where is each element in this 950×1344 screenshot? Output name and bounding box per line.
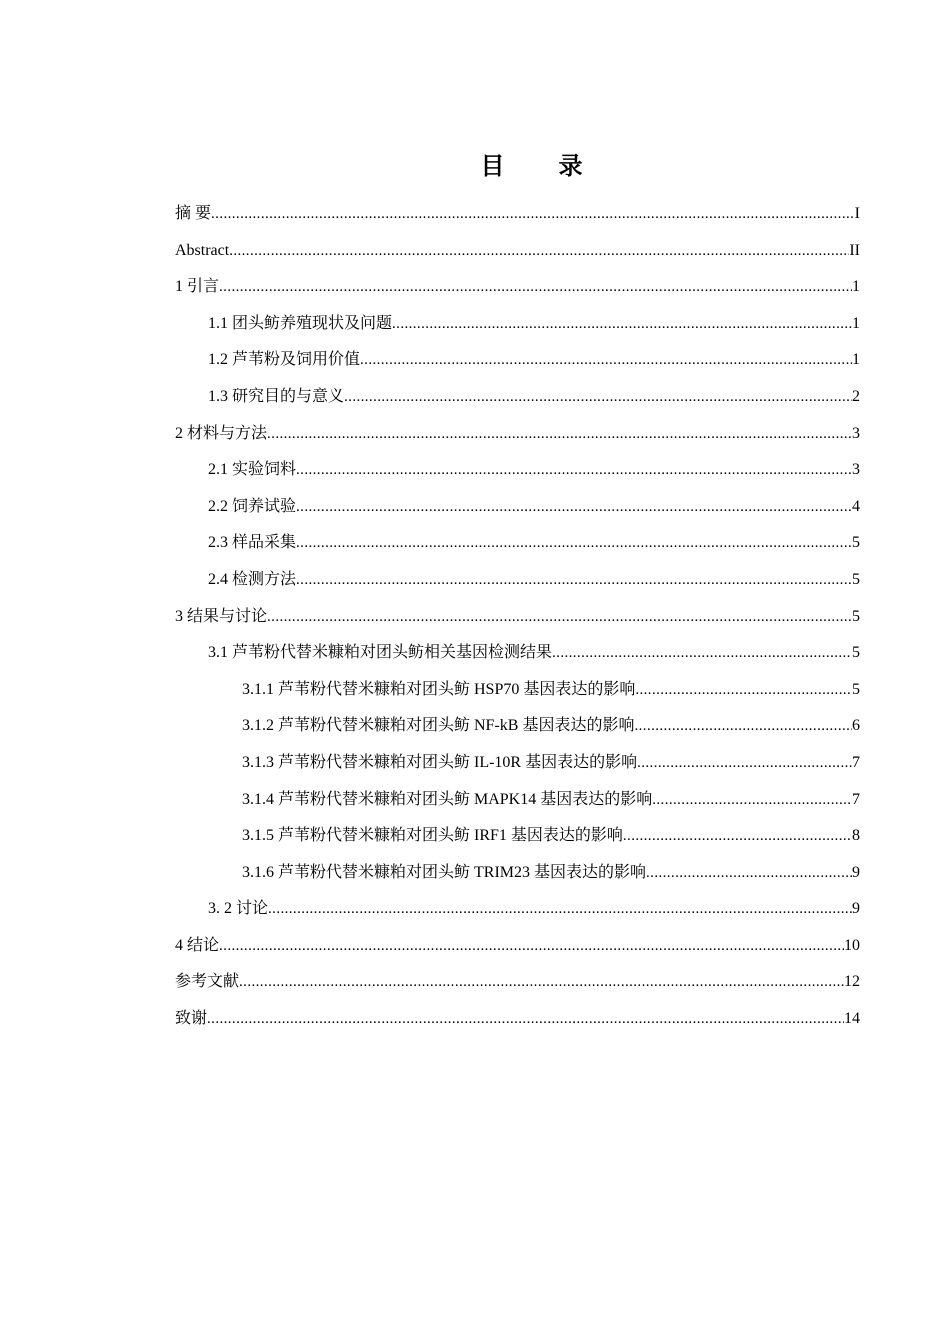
toc-dot-leader: [268, 891, 852, 928]
toc-entry[interactable]: [175, 891, 860, 928]
toc-dot-leader: [634, 708, 852, 745]
toc-entry-title: 3.1.5 芦苇粉代替米糠粕对团头鲂 IRF1 基因表达的影响: [242, 827, 623, 845]
toc-page-number: 12: [844, 973, 860, 991]
toc-entry-title: 3. 2 讨论: [208, 900, 269, 918]
toc-entry-title: 1.3 研究目的与意义: [208, 387, 345, 405]
toc-entry[interactable]: [175, 672, 860, 709]
toc-page-number: II: [849, 241, 860, 259]
toc-entry-title: 1.1 团头鲂养殖现状及问题: [208, 314, 393, 332]
toc-page-number: 7: [852, 753, 860, 771]
toc-page-number: 5: [852, 607, 860, 625]
toc-entry[interactable]: [175, 928, 860, 965]
toc-page-number: I: [854, 205, 860, 222]
toc-page-number: 3: [852, 461, 860, 479]
toc-entry[interactable]: [175, 782, 860, 819]
toc-dot-leader: [652, 782, 852, 819]
toc-entry-title: 1 引言: [175, 278, 220, 296]
toc-entry[interactable]: [175, 964, 860, 1001]
toc-dot-leader: [296, 562, 852, 599]
toc-entry[interactable]: [175, 818, 860, 855]
toc-page-number: 4: [852, 497, 860, 515]
toc-page-number: 9: [852, 900, 860, 918]
toc-page-number: 5: [852, 644, 860, 662]
toc-entry-title: 参考文献: [175, 973, 240, 991]
toc-dot-leader: [219, 269, 852, 306]
toc-dot-leader: [646, 855, 852, 892]
toc-dot-leader: [392, 306, 852, 343]
toc-page-number: 3: [852, 424, 860, 442]
toc-entry-title: 摘 要: [175, 205, 212, 222]
toc-dot-leader: [296, 452, 852, 489]
toc-dot-leader: [239, 964, 844, 1001]
toc-entry-title: 4 结论: [175, 936, 220, 954]
toc-entry[interactable]: [175, 306, 860, 343]
toc-entry[interactable]: [175, 525, 860, 562]
toc-page-number: 5: [852, 534, 860, 552]
toc-entry[interactable]: [175, 233, 860, 270]
toc-entry-title: 3.1.6 芦苇粉代替米糠粕对团头鲂 TRIM23 基因表达的影响: [242, 863, 647, 881]
toc-entry[interactable]: [175, 342, 860, 379]
toc-entry-title: 3 结果与讨论: [175, 607, 268, 625]
toc-dot-leader: [344, 379, 852, 416]
toc-entry-title: 1.2 芦苇粉及饲用价值: [208, 351, 361, 369]
toc-dot-leader: [552, 635, 852, 672]
toc-entry[interactable]: [175, 708, 860, 745]
toc-dot-leader: [267, 599, 852, 636]
toc-entry-title: 3.1.4 芦苇粉代替米糠粕对团头鲂 MAPK14 基因表达的影响: [242, 790, 653, 808]
toc-entry-title: 3.1.2 芦苇粉代替米糠粕对团头鲂 NF-kB 基因表达的影响: [242, 717, 635, 735]
toc-entry-title: Abstract: [175, 241, 230, 259]
toc-entry-title: 3.1 芦苇粉代替米糠粕对团头鲂相关基因检测结果: [208, 644, 553, 662]
toc-dot-leader: [207, 1001, 844, 1038]
toc-entry-title: 3.1.3 芦苇粉代替米糠粕对团头鲂 IL-10R 基因表达的影响: [242, 753, 638, 771]
toc-entry[interactable]: [175, 489, 860, 526]
toc-entry[interactable]: [175, 745, 860, 782]
toc-page-number: 5: [852, 680, 860, 698]
toc-page-number: 2: [852, 387, 860, 405]
toc-entry-title: 2.3 样品采集: [208, 534, 297, 552]
toc-entry[interactable]: [175, 562, 860, 599]
toc-entry-title: 2 材料与方法: [175, 424, 268, 442]
toc-page-number: 8: [852, 827, 860, 845]
toc-page-number: 7: [852, 790, 860, 808]
toc-page-number: 6: [852, 717, 860, 735]
toc-entry-title: 3.1.1 芦苇粉代替米糠粕对团头鲂 HSP70 基因表达的影响: [242, 680, 636, 698]
toc-dot-leader: [360, 342, 852, 379]
toc-dot-leader: [296, 525, 852, 562]
toc-dot-leader: [635, 672, 852, 709]
toc-entry[interactable]: [175, 269, 860, 306]
toc-dot-leader: [637, 745, 852, 782]
toc-entry-title: 2.1 实验饲料: [208, 461, 297, 479]
toc-entry[interactable]: [175, 379, 860, 416]
toc-dot-leader: [229, 233, 849, 270]
toc-dot-leader: [296, 489, 852, 526]
toc-entry[interactable]: [175, 452, 860, 489]
toc-entry[interactable]: [175, 416, 860, 453]
toc-entry[interactable]: [175, 1001, 860, 1038]
toc-entry[interactable]: [175, 635, 860, 672]
toc-page-number: 10: [844, 936, 860, 954]
toc-entry-title: 致谢: [175, 1010, 208, 1028]
toc-page-number: 1: [852, 278, 860, 296]
toc-entry[interactable]: [175, 599, 860, 636]
toc-page-number: 1: [852, 351, 860, 369]
toc-title: 目 录: [480, 152, 585, 180]
toc-entry-title: 2.2 饲养试验: [208, 497, 297, 515]
toc-entry-title: 2.4 检测方法: [208, 570, 297, 588]
toc-dot-leader: [267, 416, 852, 453]
toc-dot-leader: [623, 818, 852, 855]
toc-entry[interactable]: [175, 196, 860, 233]
toc-dot-leader: [219, 928, 844, 965]
toc-page-number: 1: [852, 314, 860, 332]
toc-page-number: 9: [852, 863, 860, 881]
table-of-contents: [175, 196, 860, 1038]
toc-page-number: 14: [844, 1010, 860, 1028]
toc-dot-leader: [211, 196, 855, 233]
toc-entry[interactable]: [175, 855, 860, 892]
toc-page-number: 5: [852, 570, 860, 588]
